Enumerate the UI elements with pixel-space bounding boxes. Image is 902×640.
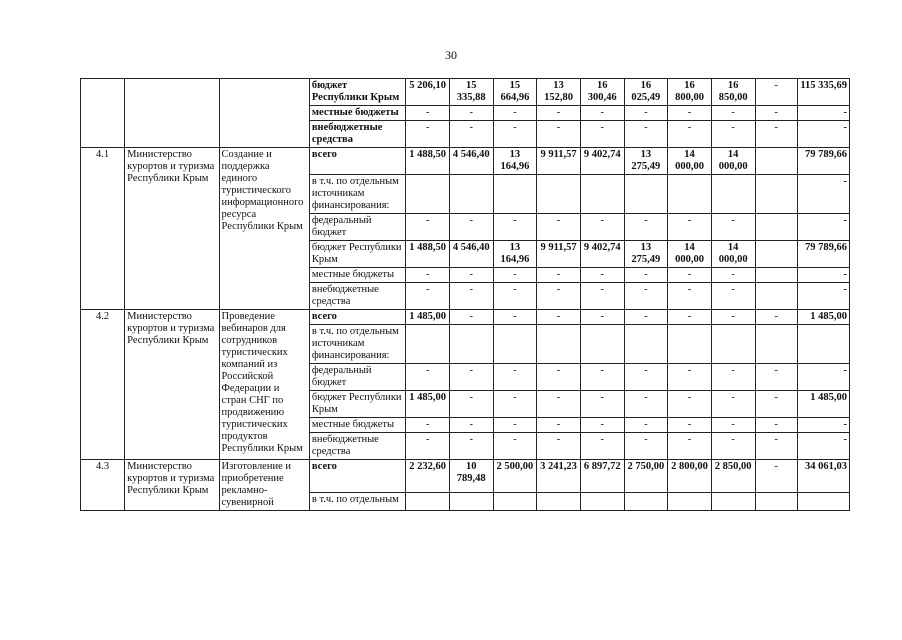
year-value bbox=[493, 175, 537, 214]
year-value: 5 206,10 bbox=[406, 79, 450, 106]
year-value: - bbox=[755, 364, 797, 391]
year-value: 16 025,49 bbox=[624, 79, 668, 106]
year-value: - bbox=[406, 214, 450, 241]
total-value: 115 335,69 bbox=[797, 79, 849, 106]
year-value: 2 500,00 bbox=[493, 460, 537, 493]
year-value: - bbox=[755, 391, 797, 418]
year-value bbox=[711, 325, 755, 364]
year-value: - bbox=[580, 106, 624, 121]
measure-cell: Изготовление и приобретение рекламно-сувенирной bbox=[219, 460, 309, 511]
year-value: - bbox=[537, 268, 581, 283]
year-value: - bbox=[449, 121, 493, 148]
year-value: - bbox=[668, 433, 712, 460]
year-value: - bbox=[711, 214, 755, 241]
source-label: внебюджетные средства bbox=[309, 433, 405, 460]
year-value: - bbox=[711, 283, 755, 310]
year-value: - bbox=[493, 283, 537, 310]
year-value: 9 402,74 bbox=[580, 241, 624, 268]
table-row bbox=[81, 79, 850, 106]
total-value: - bbox=[797, 364, 849, 391]
year-value: - bbox=[668, 106, 712, 121]
year-value: - bbox=[449, 106, 493, 121]
year-value: - bbox=[624, 106, 668, 121]
year-value: - bbox=[493, 214, 537, 241]
total-value: - bbox=[797, 283, 849, 310]
item-number: 4.3 bbox=[81, 460, 125, 511]
year-value: - bbox=[406, 433, 450, 460]
year-value bbox=[668, 325, 712, 364]
year-value: - bbox=[537, 106, 581, 121]
total-value: 79 789,66 bbox=[797, 148, 849, 175]
year-value: - bbox=[624, 283, 668, 310]
year-value: - bbox=[449, 391, 493, 418]
year-value bbox=[406, 175, 450, 214]
year-value: - bbox=[580, 310, 624, 325]
year-value: - bbox=[493, 391, 537, 418]
year-value: - bbox=[493, 268, 537, 283]
year-value bbox=[449, 325, 493, 364]
year-value: 14 000,00 bbox=[668, 241, 712, 268]
year-value: - bbox=[755, 460, 797, 493]
total-value: - bbox=[797, 433, 849, 460]
year-value: - bbox=[406, 364, 450, 391]
year-value: - bbox=[624, 268, 668, 283]
year-value bbox=[493, 325, 537, 364]
year-value bbox=[755, 214, 797, 241]
year-value: - bbox=[493, 310, 537, 325]
year-value: - bbox=[449, 418, 493, 433]
year-value: 1 488,50 bbox=[406, 148, 450, 175]
year-value bbox=[755, 148, 797, 175]
year-value bbox=[537, 175, 581, 214]
year-value: - bbox=[624, 310, 668, 325]
year-value: - bbox=[711, 418, 755, 433]
year-value bbox=[624, 175, 668, 214]
year-value bbox=[493, 492, 537, 510]
source-label: бюджет Республики Крым bbox=[309, 79, 405, 106]
year-value: - bbox=[580, 214, 624, 241]
year-value bbox=[580, 325, 624, 364]
source-label: федеральный бюджет bbox=[309, 364, 405, 391]
total-value bbox=[797, 325, 849, 364]
year-value: - bbox=[755, 418, 797, 433]
year-value: 16 300,46 bbox=[580, 79, 624, 106]
year-value: - bbox=[711, 391, 755, 418]
year-value: - bbox=[580, 418, 624, 433]
total-value: - bbox=[797, 175, 849, 214]
year-value: - bbox=[449, 433, 493, 460]
source-label: в т.ч. по отдельным источникам финансирования: bbox=[309, 325, 405, 364]
year-value: - bbox=[755, 121, 797, 148]
year-value: 9 402,74 bbox=[580, 148, 624, 175]
year-value: 15 664,96 bbox=[493, 79, 537, 106]
year-value: - bbox=[624, 214, 668, 241]
year-value bbox=[755, 325, 797, 364]
year-value: 14 000,00 bbox=[668, 148, 712, 175]
year-value: - bbox=[580, 268, 624, 283]
executor-cell: Министерство курортов и туризма Республики Крым bbox=[125, 148, 219, 310]
source-label: местные бюджеты bbox=[309, 268, 405, 283]
year-value: - bbox=[668, 121, 712, 148]
year-value bbox=[449, 175, 493, 214]
year-value bbox=[580, 492, 624, 510]
total-value: - bbox=[797, 214, 849, 241]
year-value: - bbox=[624, 433, 668, 460]
total-value: - bbox=[797, 418, 849, 433]
year-value: 9 911,57 bbox=[537, 241, 581, 268]
year-value bbox=[711, 492, 755, 510]
table-row bbox=[81, 310, 850, 325]
year-value bbox=[668, 492, 712, 510]
year-value: 3 241,23 bbox=[537, 460, 581, 493]
page-number: 30 bbox=[445, 48, 457, 62]
year-value: - bbox=[406, 121, 450, 148]
total-value: 34 061,03 bbox=[797, 460, 849, 493]
year-value: - bbox=[580, 121, 624, 148]
source-label: бюджет Республики Крым bbox=[309, 241, 405, 268]
year-value: - bbox=[755, 79, 797, 106]
source-label: всего bbox=[309, 460, 405, 493]
year-value bbox=[755, 175, 797, 214]
year-value: 16 850,00 bbox=[711, 79, 755, 106]
year-value: - bbox=[537, 283, 581, 310]
year-value: - bbox=[449, 283, 493, 310]
year-value: 9 911,57 bbox=[537, 148, 581, 175]
year-value: - bbox=[755, 433, 797, 460]
year-value: 1 488,50 bbox=[406, 241, 450, 268]
source-label: в т.ч. по отдельным источникам финансирования: bbox=[309, 175, 405, 214]
year-value bbox=[537, 325, 581, 364]
year-value: 14 000,00 bbox=[711, 148, 755, 175]
year-value: 15 335,88 bbox=[449, 79, 493, 106]
year-value: 2 232,60 bbox=[406, 460, 450, 493]
year-value: - bbox=[624, 418, 668, 433]
year-value: - bbox=[406, 418, 450, 433]
executor-cell: Министерство курортов и туризма Республики Крым bbox=[125, 460, 219, 511]
year-value: - bbox=[711, 121, 755, 148]
year-value: - bbox=[537, 121, 581, 148]
executor-cell bbox=[125, 79, 219, 148]
item-number bbox=[81, 79, 125, 148]
source-label: федеральный бюджет bbox=[309, 214, 405, 241]
year-value bbox=[537, 492, 581, 510]
year-value: 2 750,00 bbox=[624, 460, 668, 493]
year-value: - bbox=[493, 121, 537, 148]
year-value: - bbox=[493, 364, 537, 391]
year-value: 10 789,48 bbox=[449, 460, 493, 493]
year-value: 4 546,40 bbox=[449, 148, 493, 175]
total-value: 1 485,00 bbox=[797, 310, 849, 325]
year-value: - bbox=[406, 106, 450, 121]
source-label: внебюджетные средства bbox=[309, 121, 405, 148]
year-value: - bbox=[537, 418, 581, 433]
year-value: 2 850,00 bbox=[711, 460, 755, 493]
year-value: 2 800,00 bbox=[668, 460, 712, 493]
year-value: - bbox=[449, 310, 493, 325]
year-value bbox=[755, 283, 797, 310]
year-value: 13 164,96 bbox=[493, 148, 537, 175]
year-value bbox=[406, 325, 450, 364]
year-value: - bbox=[755, 106, 797, 121]
year-value: - bbox=[668, 268, 712, 283]
total-value: - bbox=[797, 268, 849, 283]
year-value: 13 164,96 bbox=[493, 241, 537, 268]
year-value bbox=[755, 268, 797, 283]
year-value: - bbox=[580, 364, 624, 391]
year-value: - bbox=[406, 283, 450, 310]
year-value: - bbox=[493, 106, 537, 121]
year-value: - bbox=[537, 364, 581, 391]
year-value: - bbox=[755, 310, 797, 325]
year-value: - bbox=[624, 391, 668, 418]
year-value: 14 000,00 bbox=[711, 241, 755, 268]
year-value: 1 485,00 bbox=[406, 391, 450, 418]
source-label: всего bbox=[309, 148, 405, 175]
table-row bbox=[81, 148, 850, 175]
year-value: - bbox=[537, 433, 581, 460]
year-value: - bbox=[711, 268, 755, 283]
year-value: - bbox=[449, 214, 493, 241]
year-value: - bbox=[449, 268, 493, 283]
measure-cell bbox=[219, 79, 309, 148]
year-value bbox=[449, 492, 493, 510]
year-value bbox=[624, 492, 668, 510]
year-value: - bbox=[668, 391, 712, 418]
executor-cell: Министерство курортов и туризма Республики Крым bbox=[125, 310, 219, 460]
year-value: - bbox=[406, 268, 450, 283]
year-value: - bbox=[711, 310, 755, 325]
total-value: 1 485,00 bbox=[797, 391, 849, 418]
year-value: - bbox=[580, 283, 624, 310]
year-value bbox=[755, 241, 797, 268]
total-value: - bbox=[797, 121, 849, 148]
year-value: - bbox=[668, 418, 712, 433]
year-value: - bbox=[580, 433, 624, 460]
year-value bbox=[668, 175, 712, 214]
year-value: - bbox=[537, 214, 581, 241]
source-label: местные бюджеты bbox=[309, 418, 405, 433]
year-value: - bbox=[668, 364, 712, 391]
budget-table bbox=[80, 78, 850, 511]
source-label: всего bbox=[309, 310, 405, 325]
year-value: - bbox=[711, 364, 755, 391]
year-value: - bbox=[493, 418, 537, 433]
year-value bbox=[406, 492, 450, 510]
year-value: - bbox=[580, 391, 624, 418]
year-value: - bbox=[668, 214, 712, 241]
year-value: - bbox=[537, 391, 581, 418]
measure-cell: Создание и поддержка единого туристического информационного ресурса Республики Крым bbox=[219, 148, 309, 310]
year-value bbox=[711, 175, 755, 214]
year-value: 13 275,49 bbox=[624, 148, 668, 175]
year-value: 16 800,00 bbox=[668, 79, 712, 106]
year-value: - bbox=[624, 364, 668, 391]
year-value: 13 152,80 bbox=[537, 79, 581, 106]
item-number: 4.2 bbox=[81, 310, 125, 460]
year-value bbox=[755, 492, 797, 510]
year-value bbox=[624, 325, 668, 364]
year-value: 4 546,40 bbox=[449, 241, 493, 268]
measure-cell: Проведение вебинаров для сотрудников туристических компаний из Российской Федерации и стран СНГ по продвижению туристических продуктов Республики Крым bbox=[219, 310, 309, 460]
source-label: в т.ч. по отдельным bbox=[309, 492, 405, 510]
year-value: - bbox=[537, 310, 581, 325]
year-value: - bbox=[449, 364, 493, 391]
year-value: 1 485,00 bbox=[406, 310, 450, 325]
year-value: - bbox=[624, 121, 668, 148]
year-value: - bbox=[711, 106, 755, 121]
year-value: 13 275,49 bbox=[624, 241, 668, 268]
source-label: местные бюджеты bbox=[309, 106, 405, 121]
year-value bbox=[580, 175, 624, 214]
total-value: - bbox=[797, 106, 849, 121]
table-row bbox=[81, 460, 850, 493]
source-label: внебюджетные средства bbox=[309, 283, 405, 310]
year-value: - bbox=[668, 310, 712, 325]
source-label: бюджет Республики Крым bbox=[309, 391, 405, 418]
total-value: 79 789,66 bbox=[797, 241, 849, 268]
year-value: - bbox=[711, 433, 755, 460]
item-number: 4.1 bbox=[81, 148, 125, 310]
total-value bbox=[797, 492, 849, 510]
year-value: - bbox=[668, 283, 712, 310]
year-value: - bbox=[493, 433, 537, 460]
year-value: 6 897,72 bbox=[580, 460, 624, 493]
